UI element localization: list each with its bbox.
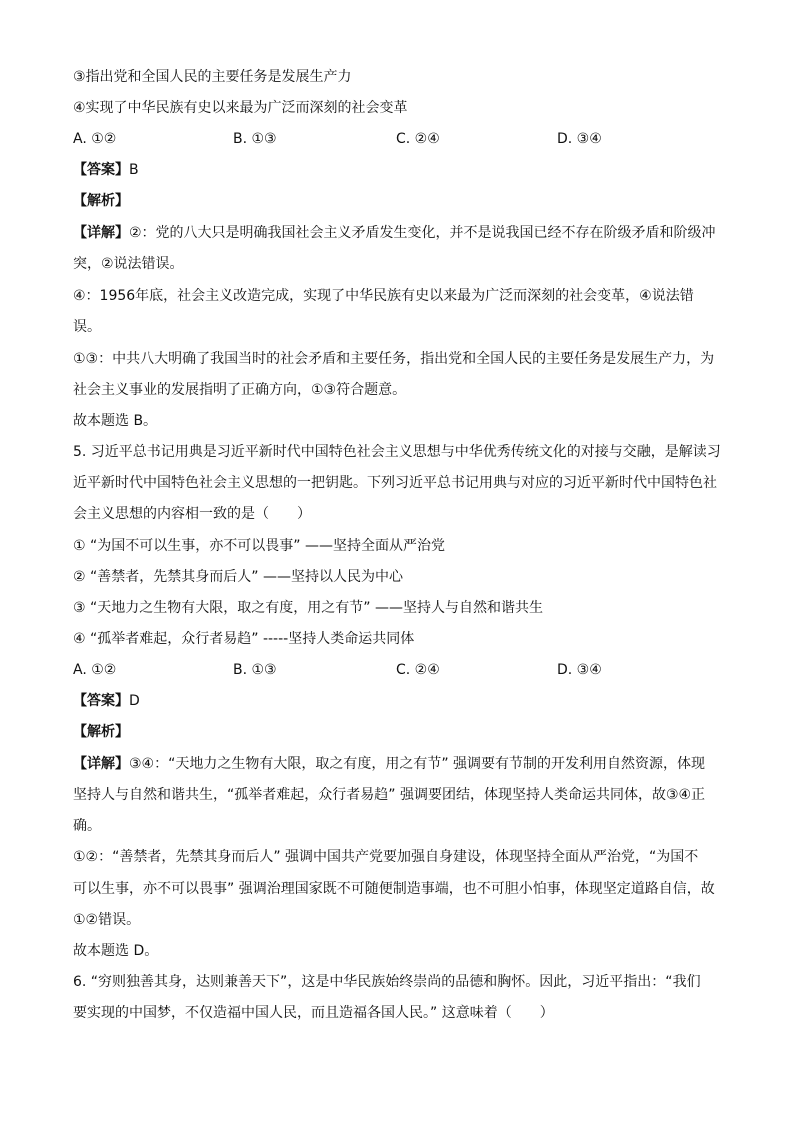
q4-detail-line-3b: 社会主义事业的发展指明了正确方向，①③符合题意。 — [73, 382, 407, 398]
q4-item-4: ④实现了中华民族有史以来最为广泛而深刻的社会变革 — [73, 100, 408, 116]
q5-detail-line-1c: 确。 — [73, 818, 101, 834]
q4-item-3: ③指出党和全国人民的主要任务是发展生产力 — [73, 69, 352, 85]
q5-detail-line-1a — [73, 755, 723, 773]
q4-conclusion: 故本题选 B。 — [73, 413, 158, 429]
detail-label: 【详解】 — [73, 756, 129, 772]
q5-stem-line-2: 近平新时代中国特色社会主义思想的一把钥匙。下列习近平总书记用典与对应的习近平新时代中国特色社 — [73, 475, 717, 491]
q4-option-c: C. ②④ — [396, 131, 440, 147]
q4-detail-line-3a: ①③：中共八大明确了我国当时的社会矛盾和主要任务，指出党和全国人民的主要任务是发展生产力，为 — [73, 351, 715, 367]
q5-option-b: B. ①③ — [233, 662, 277, 678]
q4-answer — [73, 161, 723, 179]
q5-option-d: D. ③④ — [557, 662, 602, 678]
q5-stem-line-1: 5. 习近平总书记用典是习近平新时代中国特色社会主义思想与中华优秀传统文化的对接与交融，是解读习 — [73, 444, 721, 460]
q5-detail-line-2c: ①②错误。 — [73, 912, 141, 928]
q5-stem-line-3: 会主义思想的内容相一致的是（ ） — [73, 506, 311, 522]
q4-option-d: D. ③④ — [557, 131, 602, 147]
q5-item-3: ③ “天地力之生物有大限，取之有度，用之有节” ——坚持人与自然和谐共生 — [73, 600, 543, 616]
q5-analysis-label: 【解析】 — [73, 724, 129, 740]
q5-item-2: ② “善禁者，先禁其身而后人” ——坚持以人民为中心 — [73, 569, 403, 585]
q4-option-a: A. ①② — [73, 131, 117, 147]
answer-label: 【答案】 — [73, 693, 129, 709]
detail-text: ③④：“天地力之生物有大限，取之有度，用之有节” 强调要有节制的开发利用自然资源，体现 — [129, 756, 706, 772]
detail-label: 【详解】 — [73, 225, 129, 241]
q6-stem-line-1: 6. “穷则独善其身，达则兼善天下”，这是中华民族始终崇尚的品德和胸怀。因此，习近平指出：“我们 — [73, 974, 701, 990]
q4-detail-line-1b: 突，②说法错误。 — [73, 256, 184, 272]
q4-option-b: B. ①③ — [233, 131, 277, 147]
q5-option-c: C. ②④ — [396, 662, 440, 678]
detail-text: ②：党的八大只是明确我国社会主义矛盾发生变化，并不是说我国已经不存在阶级矛盾和阶级冲 — [129, 225, 716, 241]
q5-item-1: ① “为国不可以生事，亦不可以畏事” ——坚持全面从严治党 — [73, 538, 445, 554]
q4-detail-line-2a: ④：1956年底，社会主义改造完成，实现了中华民族有史以来最为广泛而深刻的社会变革，④说法错 — [73, 288, 694, 304]
q5-answer — [73, 692, 723, 710]
answer-label: 【答案】 — [73, 162, 129, 178]
q5-detail-line-1b: 坚持人与自然和谐共生，“孤举者难起，众行者易趋” 强调要团结，体现坚持人类命运共同体，故③④正 — [73, 787, 706, 803]
q4-analysis-label: 【解析】 — [73, 193, 129, 209]
q5-detail-line-2b: 可以生事，亦不可以畏事” 强调治理国家既不可随便制造事端，也不可胆小怕事，体现坚定道路自信，故 — [73, 881, 715, 897]
q4-detail-line-2b: 误。 — [73, 319, 101, 335]
answer-value: B — [129, 162, 139, 178]
q5-conclusion: 故本题选 D。 — [73, 943, 159, 959]
q6-stem-line-2: 要实现的中国梦，不仅造福中国人民，而且造福各国人民。” 这意味着（ ） — [73, 1005, 554, 1021]
q4-detail-line-1a — [73, 224, 723, 242]
q5-item-4: ④ “孤举者难起，众行者易趋” -----坚持人类命运共同体 — [73, 631, 415, 647]
answer-value: D — [129, 693, 140, 709]
q5-detail-line-2a: ①②：“善禁者，先禁其身而后人” 强调中国共产党要加强自身建设，体现坚持全面从严治党，“为国不 — [73, 849, 699, 865]
q5-option-a: A. ①② — [73, 662, 117, 678]
